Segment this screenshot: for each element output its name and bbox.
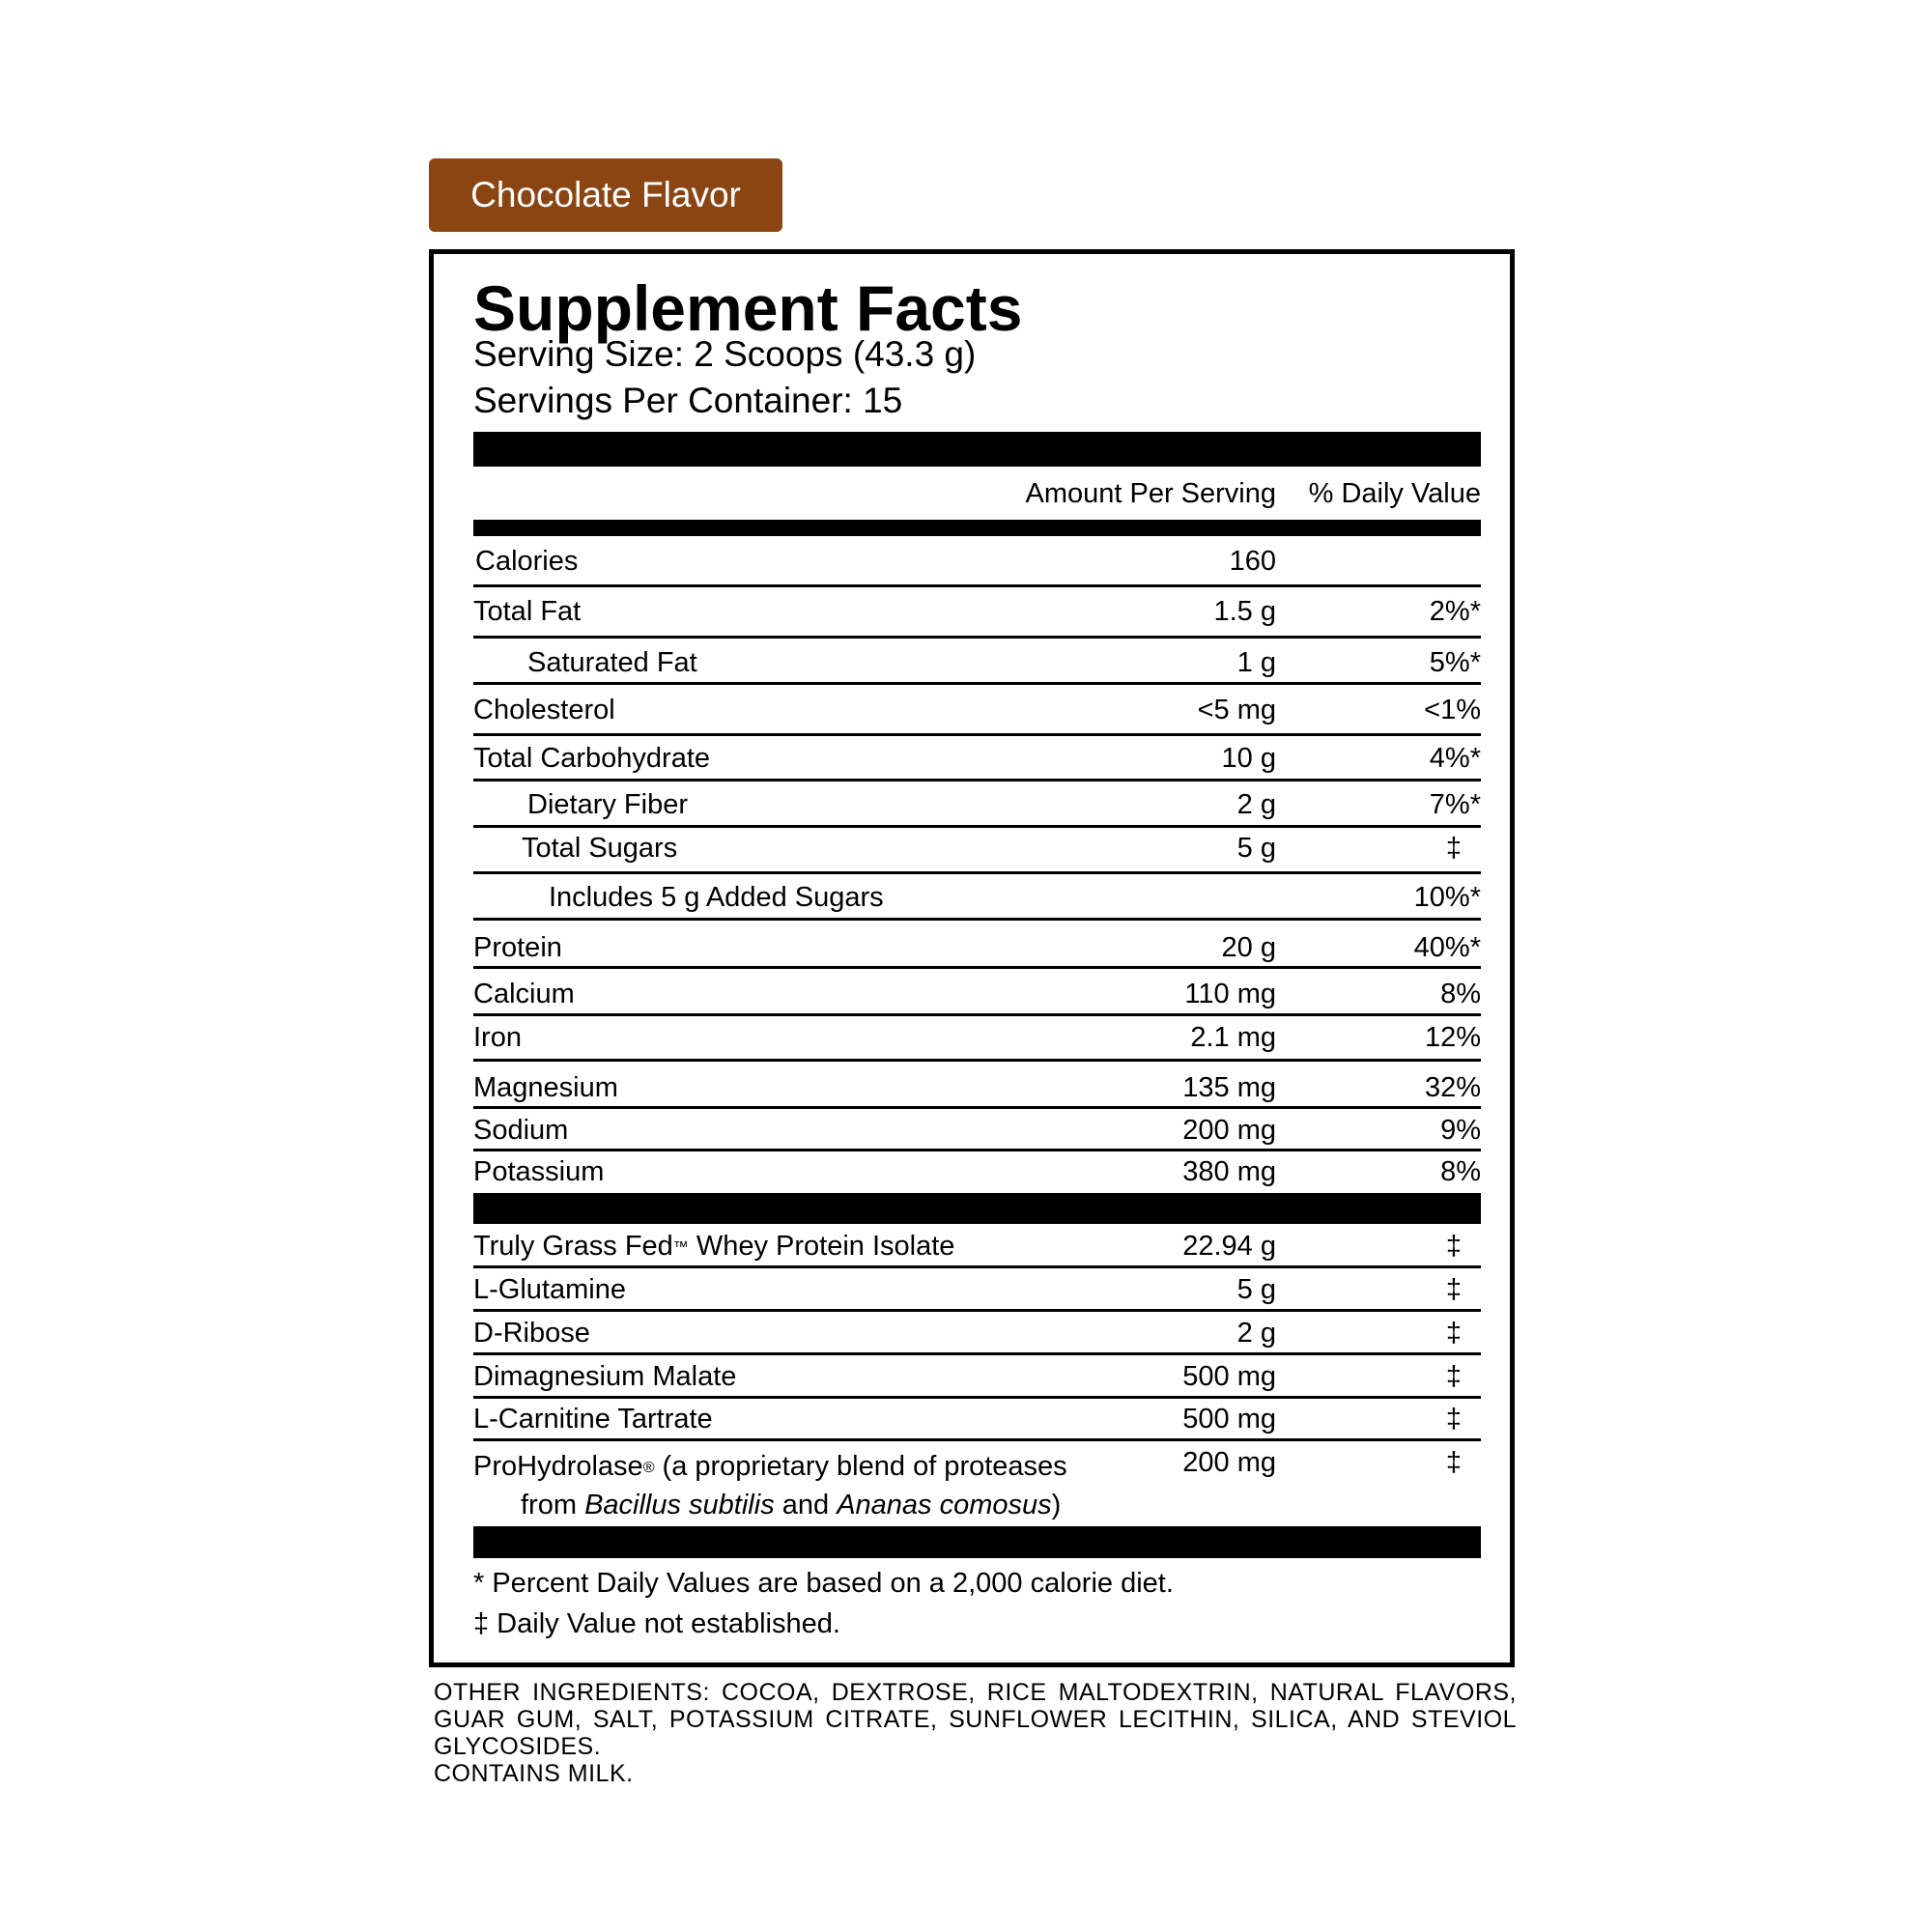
nutrient-name: Magnesium — [473, 1072, 618, 1103]
ingredient-amount: 5 g — [1236, 1274, 1276, 1305]
nutrient-daily-value: 5%* — [1429, 647, 1481, 678]
ingredient-row-d-ribose — [473, 1312, 1481, 1355]
ingredient-row-whey-protein-isolate — [473, 1224, 1481, 1268]
ingredient-name-text: ProHydrolase — [473, 1451, 643, 1482]
ingredient-daily-value: ‡ — [1445, 1318, 1462, 1349]
allergen-statement: CONTAINS MILK. — [434, 1760, 634, 1787]
nutrient-daily-value: 2%* — [1429, 596, 1481, 627]
nutrient-name: Cholesterol — [473, 695, 615, 725]
nutrient-daily-value: 32% — [1424, 1072, 1481, 1103]
ingredient-amount: 200 mg — [1182, 1447, 1276, 1478]
nutrient-name: Sodium — [473, 1115, 569, 1146]
thick-divider — [473, 432, 1481, 467]
nutrient-row-magnesium — [473, 1062, 1481, 1109]
nutrient-daily-value: 8% — [1440, 1156, 1481, 1187]
nutrient-amount: <5 mg — [1197, 695, 1276, 725]
ingredient-row-l-carnitine-tartrate — [473, 1399, 1481, 1441]
nutrient-daily-value: 4%* — [1429, 743, 1481, 774]
ingredient-name — [473, 1224, 954, 1268]
ingredient-name: L-Carnitine Tartrate — [473, 1404, 713, 1435]
ingredient-daily-value: ‡ — [1445, 1231, 1462, 1262]
nutrient-row-potassium — [473, 1151, 1481, 1193]
nutrient-row-total-sugars — [473, 828, 1481, 874]
line2-text: ) — [1051, 1490, 1062, 1520]
ingredient-name — [473, 1447, 1067, 1486]
nutrient-daily-value: <1% — [1424, 695, 1481, 725]
supplement-facts-content — [473, 254, 1481, 1662]
nutrient-row-cholesterol — [473, 685, 1481, 736]
nutrient-amount: 160 — [1229, 546, 1276, 577]
line2-text: from — [521, 1490, 585, 1520]
thick-divider — [473, 520, 1481, 536]
nutrient-name: Saturated Fat — [527, 647, 697, 678]
nutrient-row-added-sugars — [473, 874, 1481, 921]
nutrient-row-sodium — [473, 1109, 1481, 1151]
ingredient-row-dimagnesium-malate — [473, 1355, 1481, 1399]
ingredient-name: D-Ribose — [473, 1318, 590, 1349]
nutrient-row-calcium — [473, 969, 1481, 1016]
amount-per-serving-header: Amount Per Serving — [1025, 478, 1276, 509]
nutrient-name: Protein — [473, 932, 562, 963]
nutrient-row-total-fat — [473, 587, 1481, 639]
ingredient-amount: 2 g — [1236, 1318, 1276, 1349]
species-name: Bacillus subtilis — [584, 1490, 775, 1520]
nutrient-name: Total Fat — [473, 596, 582, 627]
nutrient-daily-value: 8% — [1440, 979, 1481, 1009]
nutrient-amount: 2 g — [1236, 789, 1276, 820]
thick-divider — [473, 1526, 1481, 1558]
registered-symbol: ® — [642, 1460, 655, 1476]
nutrient-amount: 110 mg — [1184, 979, 1276, 1009]
nutrient-name: Includes 5 g Added Sugars — [549, 882, 884, 913]
ingredient-name-suffix: Whey Protein Isolate — [688, 1231, 955, 1262]
daily-value-header: % Daily Value — [1308, 478, 1481, 509]
trademark-symbol: ™ — [672, 1239, 689, 1256]
nutrient-name: Total Carbohydrate — [473, 743, 711, 774]
nutrient-amount: 1.5 g — [1213, 596, 1276, 627]
ingredient-amount: 22.94 g — [1182, 1231, 1276, 1262]
nutrient-daily-value: 12% — [1424, 1022, 1481, 1053]
nutrient-name: Calories — [475, 546, 579, 577]
ingredient-daily-value: ‡ — [1445, 1361, 1462, 1392]
footnote-daily-value-not-established: ‡ Daily Value not established. — [473, 1608, 840, 1639]
serving-size: Serving Size: 2 Scoops (43.3 g) — [473, 334, 977, 374]
ingredient-name: Dimagnesium Malate — [473, 1361, 737, 1392]
nutrient-row-iron — [473, 1016, 1481, 1062]
nutrient-row-dietary-fiber — [473, 781, 1481, 828]
nutrient-row-calories — [473, 536, 1481, 587]
nutrient-amount: 10 g — [1221, 743, 1276, 774]
nutrient-name: Iron — [473, 1022, 522, 1053]
species-name: Ananas comosus — [837, 1490, 1052, 1520]
ingredient-name-suffix: (a proprietary blend of proteases — [654, 1451, 1067, 1482]
ingredient-amount: 500 mg — [1182, 1404, 1276, 1435]
supplement-facts-panel — [429, 249, 1515, 1667]
nutrient-amount: 200 mg — [1182, 1115, 1276, 1146]
nutrient-name: Total Sugars — [522, 833, 678, 864]
nutrient-name: Calcium — [473, 979, 575, 1009]
line2-text: and — [774, 1490, 838, 1520]
nutrient-amount: 380 mg — [1182, 1156, 1276, 1187]
footnote-percent-daily-value: * Percent Daily Values are based on a 2,000 calorie diet. — [473, 1568, 1174, 1599]
nutrient-name: Dietary Fiber — [527, 789, 688, 820]
nutrient-name: Potassium — [473, 1156, 605, 1187]
ingredient-amount: 500 mg — [1182, 1361, 1276, 1392]
panel-title: Supplement Facts — [473, 272, 1023, 344]
ingredient-row-l-glutamine — [473, 1268, 1481, 1312]
nutrient-row-saturated-fat — [473, 639, 1481, 685]
nutrient-daily-value: 10%* — [1413, 882, 1481, 913]
nutrient-daily-value: 7%* — [1429, 789, 1481, 820]
nutrient-amount: 2.1 mg — [1190, 1022, 1276, 1053]
nutrient-daily-value: 40%* — [1413, 932, 1481, 963]
nutrient-amount: 20 g — [1221, 932, 1276, 963]
thick-divider — [473, 1193, 1481, 1224]
flavor-tag: Chocolate Flavor — [429, 158, 782, 232]
nutrient-row-protein — [473, 921, 1481, 969]
servings-per-container: Servings Per Container: 15 — [473, 381, 903, 420]
nutrient-amount: 135 mg — [1182, 1072, 1276, 1103]
ingredient-name-line-2 — [521, 1486, 1061, 1524]
ingredient-daily-value: ‡ — [1445, 1404, 1462, 1435]
nutrient-row-total-carbohydrate — [473, 736, 1481, 781]
ingredient-row-prohydrolase — [473, 1441, 1481, 1526]
nutrient-daily-value: 9% — [1440, 1115, 1481, 1146]
ingredient-daily-value: ‡ — [1445, 1447, 1462, 1478]
ingredient-name: L-Glutamine — [473, 1274, 626, 1305]
nutrient-amount: 1 g — [1236, 647, 1276, 678]
nutrient-amount: 5 g — [1236, 833, 1276, 864]
ingredient-name-text: Truly Grass Fed — [473, 1231, 673, 1262]
nutrient-daily-value: ‡ — [1445, 833, 1462, 864]
other-ingredients: OTHER INGREDIENTS: COCOA, DEXTROSE, RICE MALTODEXTRIN, NATURAL FLAVORS, GUAR GUM, SALT, POTASSIUM CITRATE, SUNFLOWER LECITHIN, SILICA, AND STEVIOL GLYCOSIDES. — [434, 1679, 1517, 1760]
ingredient-daily-value: ‡ — [1445, 1274, 1462, 1305]
